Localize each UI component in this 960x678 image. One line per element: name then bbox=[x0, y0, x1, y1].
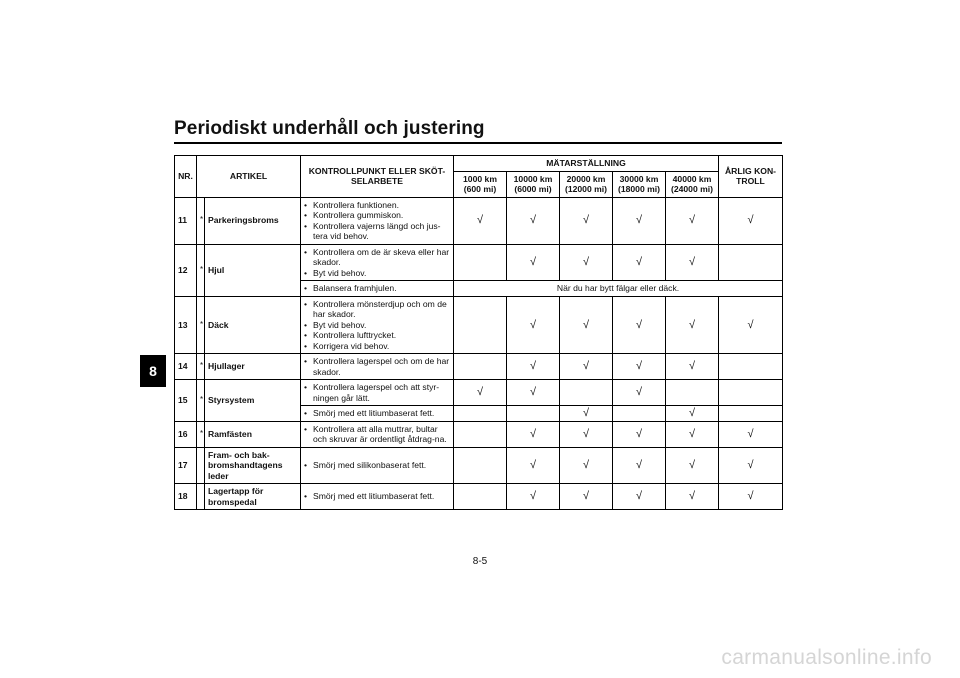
row-star: * bbox=[197, 421, 205, 447]
check-point: • Balansera framhjulen. bbox=[304, 283, 450, 294]
page-title: Periodiskt underhåll och justering bbox=[174, 118, 485, 139]
empty-cell bbox=[719, 380, 783, 406]
row-star: * bbox=[197, 197, 205, 244]
row-number: 17 bbox=[175, 447, 197, 484]
checkmark: √ bbox=[719, 197, 783, 244]
check-point: • Kontrollera funktionen. bbox=[304, 200, 450, 211]
row-star: * bbox=[197, 296, 205, 354]
header-interval: 20000 km (12000 mi) bbox=[560, 171, 613, 197]
header-nr: NR. bbox=[175, 156, 197, 198]
row-number: 18 bbox=[175, 484, 197, 510]
maintenance-table bbox=[174, 155, 783, 510]
checkmark: √ bbox=[560, 421, 613, 447]
row-number: 11 bbox=[175, 197, 197, 244]
header-interval: 30000 km (18000 mi) bbox=[613, 171, 666, 197]
empty-cell bbox=[454, 447, 507, 484]
row-checks bbox=[301, 244, 454, 281]
row-checks bbox=[301, 197, 454, 244]
empty-cell bbox=[719, 354, 783, 380]
checkmark: √ bbox=[613, 380, 666, 406]
checkmark: √ bbox=[719, 484, 783, 510]
row-number: 16 bbox=[175, 421, 197, 447]
check-point: • Smörj med silikonbaserat fett. bbox=[304, 460, 450, 471]
checkmark: √ bbox=[507, 380, 560, 406]
empty-cell bbox=[613, 406, 666, 422]
table-row bbox=[175, 244, 783, 281]
header-check: KONTROLLPUNKT ELLER SKÖT-SELARBETE bbox=[301, 156, 454, 198]
empty-cell bbox=[719, 406, 783, 422]
empty-cell bbox=[507, 406, 560, 422]
row-checks bbox=[301, 380, 454, 406]
table-row bbox=[175, 380, 783, 406]
header-item: ARTIKEL bbox=[197, 156, 301, 198]
checkmark: √ bbox=[666, 244, 719, 281]
row-checks bbox=[301, 484, 454, 510]
table-row bbox=[175, 296, 783, 354]
checkmark: √ bbox=[613, 447, 666, 484]
header-annual: ÅRLIG KON-TROLL bbox=[719, 156, 783, 198]
row-item: Däck bbox=[205, 296, 301, 354]
checkmark: √ bbox=[454, 197, 507, 244]
row-checks bbox=[301, 421, 454, 447]
checkmark: √ bbox=[666, 421, 719, 447]
header-interval: 40000 km (24000 mi) bbox=[666, 171, 719, 197]
empty-cell bbox=[454, 406, 507, 422]
interval-note: När du har bytt fälgar eller däck. bbox=[454, 281, 783, 297]
row-item: Fram- och bak-bromshandtagens leder bbox=[205, 447, 301, 484]
table-row bbox=[175, 354, 783, 380]
row-star bbox=[197, 484, 205, 510]
checkmark: √ bbox=[613, 296, 666, 354]
check-point: • Smörj med ett litiumbaserat fett. bbox=[304, 408, 450, 419]
check-point: • Byt vid behov. bbox=[304, 320, 450, 331]
checkmark: √ bbox=[507, 244, 560, 281]
checkmark: √ bbox=[613, 244, 666, 281]
check-point: • Kontrollera lufttrycket. bbox=[304, 330, 450, 341]
checkmark: √ bbox=[560, 197, 613, 244]
row-number: 15 bbox=[175, 380, 197, 422]
check-point: • Kontrollera gummiskon. bbox=[304, 210, 450, 221]
row-item: Hjullager bbox=[205, 354, 301, 380]
checkmark: √ bbox=[560, 406, 613, 422]
row-star: * bbox=[197, 354, 205, 380]
checkmark: √ bbox=[454, 380, 507, 406]
row-number: 12 bbox=[175, 244, 197, 296]
row-item: Ramfästen bbox=[205, 421, 301, 447]
row-star bbox=[197, 447, 205, 484]
header-row bbox=[175, 156, 783, 172]
empty-cell bbox=[560, 380, 613, 406]
chapter-tab[interactable]: 8 bbox=[140, 355, 166, 387]
check-point: • Byt vid behov. bbox=[304, 268, 450, 279]
checkmark: √ bbox=[719, 296, 783, 354]
checkmark: √ bbox=[560, 484, 613, 510]
empty-cell bbox=[454, 484, 507, 510]
check-point: • Smörj med ett litiumbaserat fett. bbox=[304, 491, 450, 502]
row-star: * bbox=[197, 380, 205, 422]
checkmark: √ bbox=[666, 484, 719, 510]
check-point: • Kontrollera om de är skeva eller har skador. bbox=[304, 247, 450, 268]
checkmark: √ bbox=[507, 421, 560, 447]
table-row bbox=[175, 197, 783, 244]
row-item: Lagertapp för bromspedal bbox=[205, 484, 301, 510]
checkmark: √ bbox=[666, 296, 719, 354]
empty-cell bbox=[666, 380, 719, 406]
row-checks bbox=[301, 281, 454, 297]
checkmark: √ bbox=[560, 447, 613, 484]
row-checks bbox=[301, 447, 454, 484]
page-number: 8-5 bbox=[472, 556, 488, 567]
checkmark: √ bbox=[666, 197, 719, 244]
row-checks bbox=[301, 296, 454, 354]
row-number: 14 bbox=[175, 354, 197, 380]
checkmark: √ bbox=[507, 197, 560, 244]
row-item: Styrsystem bbox=[205, 380, 301, 422]
checkmark: √ bbox=[507, 484, 560, 510]
watermark: carmanualsonline.info bbox=[721, 646, 932, 669]
header-interval: 1000 km (600 mi) bbox=[454, 171, 507, 197]
checkmark: √ bbox=[666, 447, 719, 484]
check-point: • Kontrollera lagerspel och att styr-ningen går lätt. bbox=[304, 382, 450, 403]
checkmark: √ bbox=[507, 447, 560, 484]
row-item: Hjul bbox=[205, 244, 301, 296]
row-number: 13 bbox=[175, 296, 197, 354]
row-checks bbox=[301, 406, 454, 422]
checkmark: √ bbox=[613, 484, 666, 510]
header-odometer: MÄTARSTÄLLNING bbox=[454, 156, 719, 172]
check-point: • Korrigera vid behov. bbox=[304, 341, 450, 352]
table-row bbox=[175, 447, 783, 484]
checkmark: √ bbox=[507, 354, 560, 380]
empty-cell bbox=[454, 421, 507, 447]
empty-cell bbox=[454, 354, 507, 380]
checkmark: √ bbox=[666, 406, 719, 422]
check-point: • Kontrollera att alla muttrar, bultar och skruvar är ordentligt åtdrag-na. bbox=[304, 424, 450, 445]
checkmark: √ bbox=[613, 354, 666, 380]
checkmark: √ bbox=[613, 421, 666, 447]
row-item: Parkeringsbroms bbox=[205, 197, 301, 244]
title-rule bbox=[174, 142, 782, 144]
empty-cell bbox=[719, 244, 783, 281]
header-interval: 10000 km (6000 mi) bbox=[507, 171, 560, 197]
checkmark: √ bbox=[560, 296, 613, 354]
checkmark: √ bbox=[719, 447, 783, 484]
checkmark: √ bbox=[666, 354, 719, 380]
checkmark: √ bbox=[613, 197, 666, 244]
empty-cell bbox=[454, 244, 507, 281]
checkmark: √ bbox=[507, 296, 560, 354]
empty-cell bbox=[454, 296, 507, 354]
table-row bbox=[175, 421, 783, 447]
table-row bbox=[175, 484, 783, 510]
check-point: • Kontrollera mönsterdjup och om de har skador. bbox=[304, 299, 450, 320]
check-point: • Kontrollera lagerspel och om de har skador. bbox=[304, 356, 450, 377]
checkmark: √ bbox=[719, 421, 783, 447]
checkmark: √ bbox=[560, 354, 613, 380]
row-star: * bbox=[197, 244, 205, 296]
check-point: • Kontrollera vajerns längd och jus-tera vid behov. bbox=[304, 221, 450, 242]
checkmark: √ bbox=[560, 244, 613, 281]
row-checks bbox=[301, 354, 454, 380]
